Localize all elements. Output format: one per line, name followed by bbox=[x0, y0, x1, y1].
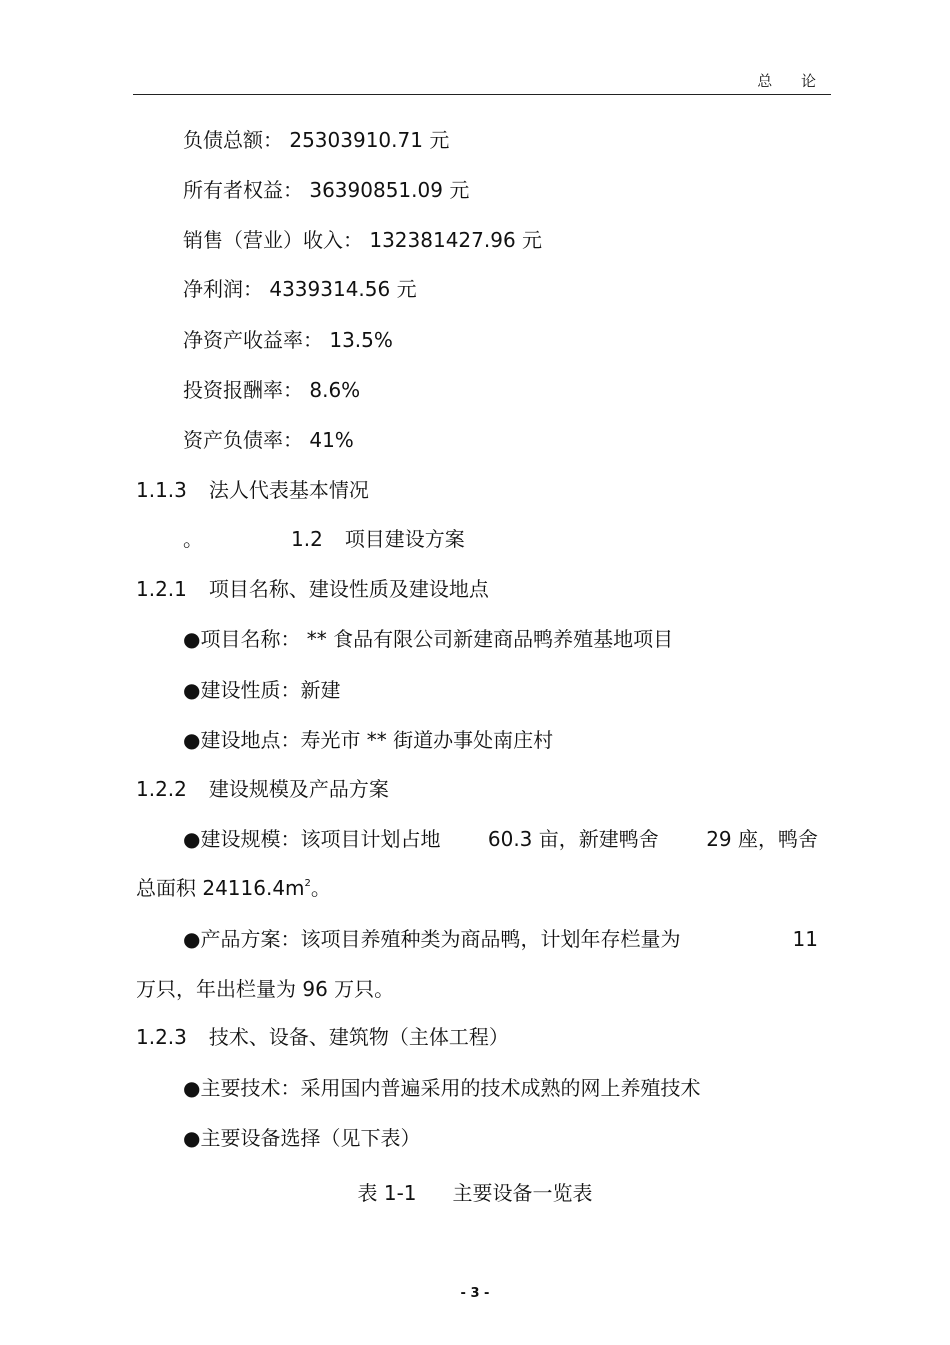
bullet-scale bbox=[183, 827, 818, 851]
finance-row bbox=[183, 277, 417, 301]
finance-value: 8.6% bbox=[309, 378, 361, 402]
section-heading bbox=[136, 1025, 509, 1049]
section-number: 1.2.3 bbox=[136, 1025, 187, 1049]
finance-row bbox=[183, 428, 354, 452]
finance-row bbox=[183, 378, 360, 402]
section-title: 技术、设备、建筑物（主体工程） bbox=[208, 1025, 509, 1049]
scale-area: 总面积 24116.4m bbox=[136, 876, 305, 900]
finance-value: 13.5% bbox=[329, 328, 393, 352]
bullet-equipment: ●主要设备选择（见下表） bbox=[183, 1126, 421, 1150]
product-part: 11 bbox=[792, 927, 818, 951]
table-number: 表 1-1 bbox=[357, 1181, 417, 1205]
scale-continuation bbox=[136, 876, 331, 900]
finance-value: 25303910.71 元 bbox=[289, 128, 450, 152]
finance-row bbox=[183, 128, 449, 152]
table-caption bbox=[0, 1177, 950, 1206]
finance-label: 投资报酬率： bbox=[183, 378, 303, 402]
bullet-product bbox=[183, 927, 818, 951]
header-rule bbox=[133, 94, 831, 95]
scale-part: 29 座，鸭舍 bbox=[706, 827, 818, 851]
section-title: 项目名称、建设性质及建设地点 bbox=[208, 577, 489, 601]
finance-label: 负债总额： bbox=[183, 128, 283, 152]
section-heading bbox=[136, 577, 489, 601]
finance-label: 净资产收益率： bbox=[183, 328, 323, 352]
section-heading bbox=[183, 527, 465, 551]
section-title: 建设规模及产品方案 bbox=[208, 777, 389, 801]
finance-value: 4339314.56 元 bbox=[269, 277, 417, 301]
running-header: 总 论 bbox=[757, 72, 828, 90]
page-number: - 3 - bbox=[460, 1286, 490, 1301]
bullet-project-name: ●项目名称： ** 食品有限公司新建商品鸭养殖基地项目 bbox=[183, 627, 674, 651]
finance-label: 净利润： bbox=[183, 277, 263, 301]
product-continuation: 万只，年出栏量为 96 万只。 bbox=[136, 977, 395, 1001]
finance-value: 36390851.09 元 bbox=[309, 178, 470, 202]
finance-label: 销售（营业）收入： bbox=[183, 228, 363, 252]
finance-label: 所有者权益： bbox=[183, 178, 303, 202]
section-heading bbox=[136, 777, 389, 801]
section-number: 1.1.3 bbox=[136, 478, 187, 502]
scale-part: ●建设规模：该项目计划占地 bbox=[183, 827, 441, 851]
finance-label: 资产负债率： bbox=[183, 428, 303, 452]
finance-row bbox=[183, 228, 542, 252]
section-title: 法人代表基本情况 bbox=[208, 478, 369, 502]
product-part: ●产品方案：该项目养殖种类为商品鸭，计划年存栏量为 bbox=[183, 927, 681, 951]
superscript: 2 bbox=[304, 878, 311, 889]
scale-part: 60.3 亩，新建鸭舍 bbox=[487, 827, 659, 851]
section-number: 1.2.2 bbox=[136, 777, 187, 801]
finance-value: 41% bbox=[309, 428, 354, 452]
scale-end: 。 bbox=[310, 876, 331, 900]
table-title: 主要设备一览表 bbox=[452, 1181, 593, 1205]
finance-value: 132381427.96 元 bbox=[369, 228, 543, 252]
finance-row bbox=[183, 328, 393, 352]
section-title: 项目建设方案 bbox=[344, 527, 465, 551]
bullet-site: ●建设地点：寿光市 ** 街道办事处南庄村 bbox=[183, 728, 554, 752]
section-heading bbox=[136, 478, 369, 502]
finance-row bbox=[183, 178, 469, 202]
section-number: 1.2.1 bbox=[136, 577, 187, 601]
section-number: 1.2 bbox=[291, 527, 323, 551]
bullet-tech: ●主要技术：采用国内普遍采用的技术成熟的网上养殖技术 bbox=[183, 1076, 701, 1100]
stray-mark: 。 bbox=[183, 527, 203, 551]
bullet-nature: ●建设性质：新建 bbox=[183, 678, 341, 702]
